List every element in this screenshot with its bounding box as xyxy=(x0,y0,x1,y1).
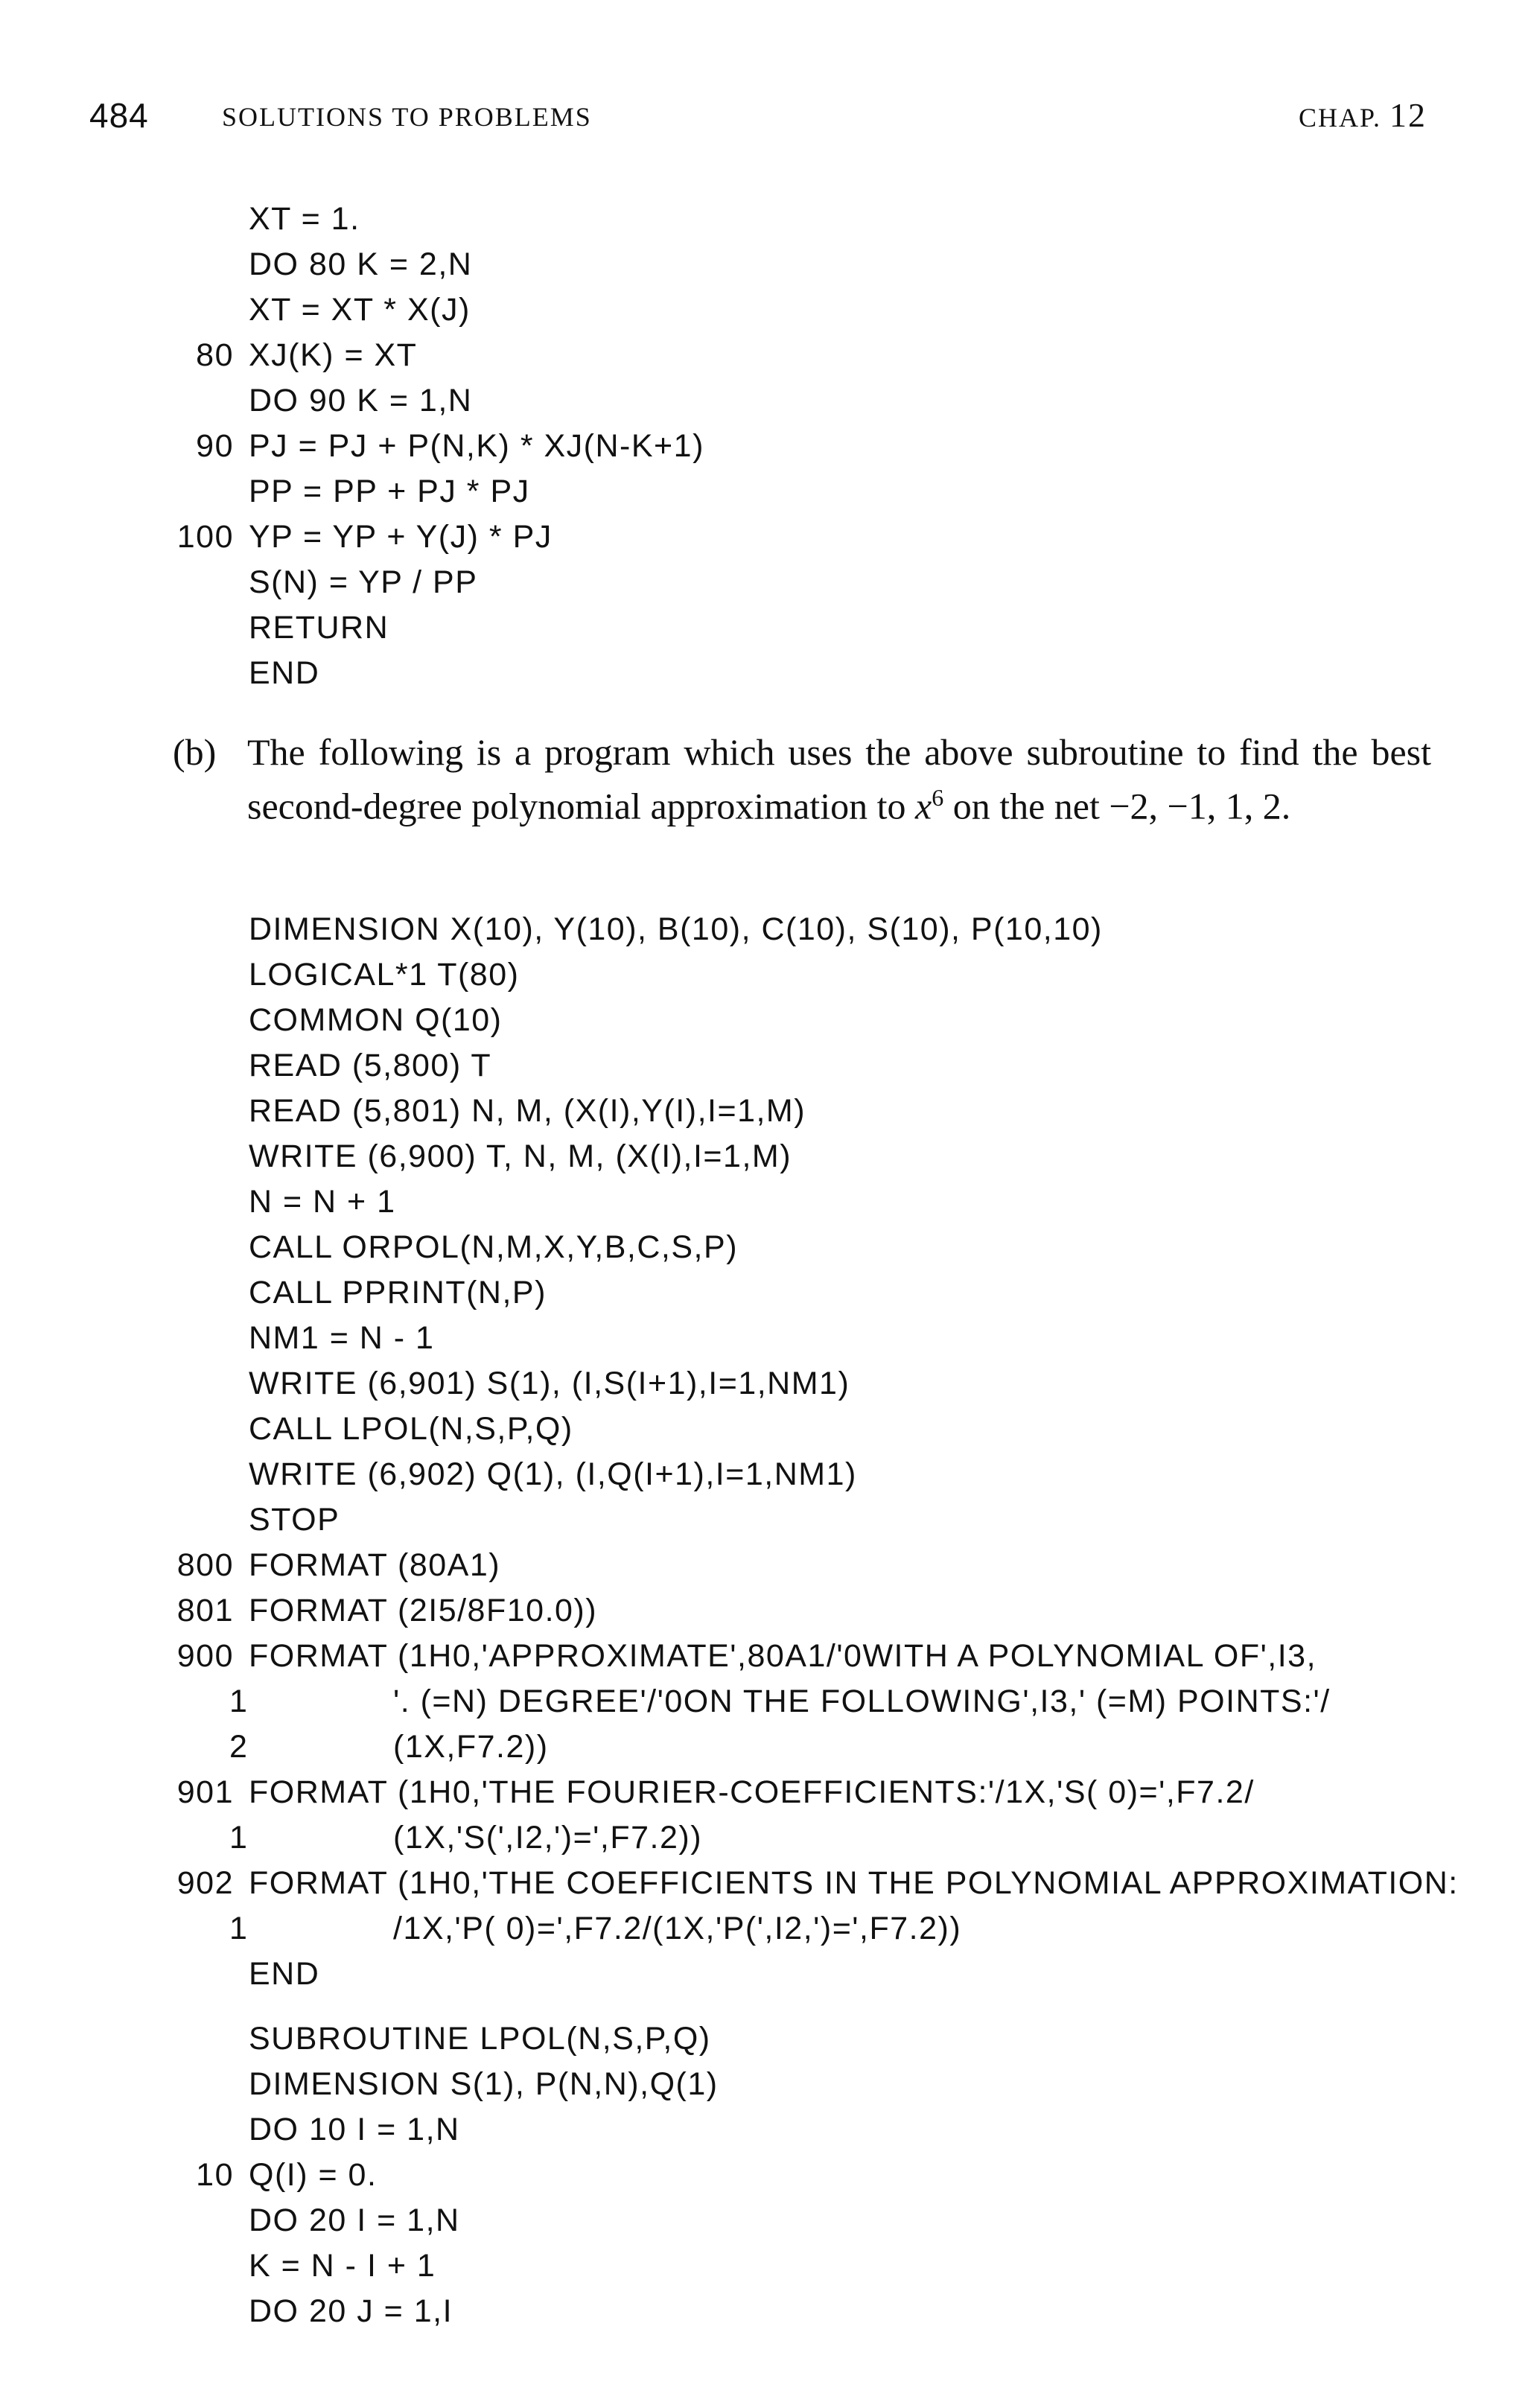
statement-text: FORMAT (80A1) xyxy=(249,1547,501,1583)
paragraph-marker: (b) xyxy=(173,731,217,773)
code-line xyxy=(0,1543,1525,1588)
code-line xyxy=(0,1043,1525,1089)
chapter-label xyxy=(1299,95,1427,135)
statement-text: (1X,'S(',I2,')=',F7.2)) xyxy=(393,1820,703,1856)
code-line xyxy=(0,1952,1525,1997)
code-line xyxy=(0,2016,1525,2062)
code-line xyxy=(0,1089,1525,1134)
code-line xyxy=(0,1634,1525,1679)
continuation-mark: 1 xyxy=(229,1820,249,1856)
code-line xyxy=(0,1724,1525,1770)
statement-text: FORMAT (1H0,'THE COEFFICIENTS IN THE POLYNOMIAL APPROXIMATION: xyxy=(249,1865,1459,1901)
code-line xyxy=(0,2289,1525,2334)
paragraph-text-end: on the net −2, −1, 1, 2. xyxy=(943,785,1291,827)
statement-text: DO 20 I = 1,N xyxy=(249,2202,460,2238)
statement-text: FORMAT (2I5/8F10.0)) xyxy=(249,1593,598,1628)
statement-text: DO 90 K = 1,N xyxy=(249,383,473,418)
code-line xyxy=(0,907,1525,952)
statement-text: LOGICAL*1 T(80) xyxy=(249,957,520,993)
statement-text: YP = YP + Y(J) * PJ xyxy=(249,519,553,555)
statement-text: PP = PP + PJ * PJ xyxy=(249,474,530,509)
statement-text: END xyxy=(249,1956,320,1992)
chapter-number: 12 xyxy=(1389,96,1427,134)
code-line xyxy=(0,1407,1525,1452)
paragraph-text-start: The following is a program which uses the above subroutine to find the best second-degree polynomial approximation to xyxy=(247,731,1431,827)
statement-text: DO 80 K = 2,N xyxy=(249,246,473,282)
code-line xyxy=(0,1225,1525,1270)
code-line xyxy=(0,1497,1525,1543)
statement-text: CALL PPRINT(N,P) xyxy=(249,1275,547,1310)
statement-text: Q(I) = 0. xyxy=(249,2157,378,2193)
code-line xyxy=(0,1452,1525,1497)
statement-label: 900 xyxy=(176,1638,234,1674)
statement-text: (1X,F7.2)) xyxy=(393,1729,549,1765)
code-line xyxy=(0,242,1525,287)
code-line xyxy=(0,424,1525,469)
chapter-prefix: CHAP. xyxy=(1298,103,1381,133)
statement-text: SUBROUTINE LPOL(N,S,P,Q) xyxy=(249,2021,711,2057)
statement-text: DO 10 I = 1,N xyxy=(249,2112,460,2147)
statement-text: WRITE (6,900) T, N, M, (X(I),I=1,M) xyxy=(249,1138,792,1174)
code-line xyxy=(0,469,1525,515)
statement-text: WRITE (6,901) S(1), (I,S(I+1),I=1,NM1) xyxy=(249,1366,850,1401)
statement-text: DO 20 J = 1,I xyxy=(249,2293,453,2329)
running-head: SOLUTIONS TO PROBLEMS xyxy=(222,102,592,132)
code-line xyxy=(0,1815,1525,1861)
code-line xyxy=(0,515,1525,560)
statement-label: 10 xyxy=(196,2157,234,2193)
statement-text: /1X,'P( 0)=',F7.2/(1X,'P(',I2,')=',F7.2)) xyxy=(393,1911,962,1946)
code-line xyxy=(0,2153,1525,2198)
code-line xyxy=(0,1134,1525,1179)
statement-text: PJ = PJ + P(N,K) * XJ(N-K+1) xyxy=(249,428,704,464)
code-line xyxy=(0,333,1525,378)
code-line xyxy=(0,1361,1525,1407)
code-line xyxy=(0,2107,1525,2153)
statement-text: COMMON Q(10) xyxy=(249,1002,503,1038)
statement-text: FORMAT (1H0,'THE FOURIER-COEFFICIENTS:'/1X,'S( 0)=',F7.2/ xyxy=(249,1774,1255,1810)
statement-text: STOP xyxy=(249,1502,340,1538)
continuation-mark: 2 xyxy=(229,1729,249,1765)
statement-text: DIMENSION X(10), Y(10), B(10), C(10), S(10), P(10,10) xyxy=(249,911,1103,947)
page-header xyxy=(0,0,1525,149)
code-line xyxy=(0,1770,1525,1815)
code-line xyxy=(0,1179,1525,1225)
code-line xyxy=(0,197,1525,242)
statement-text: WRITE (6,902) Q(1), (I,Q(I+1),I=1,NM1) xyxy=(249,1456,857,1492)
statement-text: '. (=N) DEGREE'/'0ON THE FOLLOWING',I3,' (=M) POINTS:'/ xyxy=(393,1684,1331,1719)
continuation-mark: 1 xyxy=(229,1911,249,1946)
statement-text: READ (5,800) T xyxy=(249,1048,492,1083)
statement-text: FORMAT (1H0,'APPROXIMATE',80A1/'0WITH A POLYNOMIAL OF',I3, xyxy=(249,1638,1317,1674)
math-variable: x xyxy=(914,785,932,827)
statement-label: 100 xyxy=(176,519,234,555)
statement-text: CALL ORPOL(N,M,X,Y,B,C,S,P) xyxy=(249,1229,739,1265)
statement-text: DIMENSION S(1), P(N,N),Q(1) xyxy=(249,2066,719,2102)
code-line xyxy=(0,2243,1525,2289)
code-line xyxy=(0,1270,1525,1316)
statement-text: READ (5,801) N, M, (X(I),Y(I),I=1,M) xyxy=(249,1093,806,1129)
statement-text: S(N) = YP / PP xyxy=(249,564,478,600)
page-number: 484 xyxy=(89,96,149,135)
code-line xyxy=(0,1861,1525,1906)
paragraph-text xyxy=(247,730,1431,829)
code-line xyxy=(0,1679,1525,1724)
code-line xyxy=(0,998,1525,1043)
statement-text: XT = 1. xyxy=(249,201,360,237)
statement-text: NM1 = N - 1 xyxy=(249,1320,435,1356)
continuation-mark: 1 xyxy=(229,1684,249,1719)
code-line xyxy=(0,287,1525,333)
statement-text: K = N - I + 1 xyxy=(249,2248,436,2284)
code-line xyxy=(0,378,1525,424)
code-line xyxy=(0,2062,1525,2107)
statement-text: RETURN xyxy=(249,610,389,646)
math-exponent: 6 xyxy=(932,784,944,811)
code-line xyxy=(0,1316,1525,1361)
statement-text: XJ(K) = XT xyxy=(249,337,418,373)
code-line xyxy=(0,605,1525,651)
code-line xyxy=(0,560,1525,605)
code-line xyxy=(0,2198,1525,2243)
paragraph-b xyxy=(173,730,1431,829)
statement-text: END xyxy=(249,655,320,691)
code-line xyxy=(0,1906,1525,1952)
statement-label: 902 xyxy=(176,1865,234,1901)
statement-label: 80 xyxy=(196,337,234,373)
statement-label: 90 xyxy=(196,428,234,464)
code-line xyxy=(0,952,1525,998)
statement-label: 901 xyxy=(176,1774,234,1810)
code-line xyxy=(0,1588,1525,1634)
statement-text: XT = XT * X(J) xyxy=(249,292,471,328)
statement-text: CALL LPOL(N,S,P,Q) xyxy=(249,1411,573,1447)
code-line xyxy=(0,651,1525,696)
statement-text: N = N + 1 xyxy=(249,1184,396,1220)
statement-label: 800 xyxy=(176,1547,234,1583)
statement-label: 801 xyxy=(176,1593,234,1628)
